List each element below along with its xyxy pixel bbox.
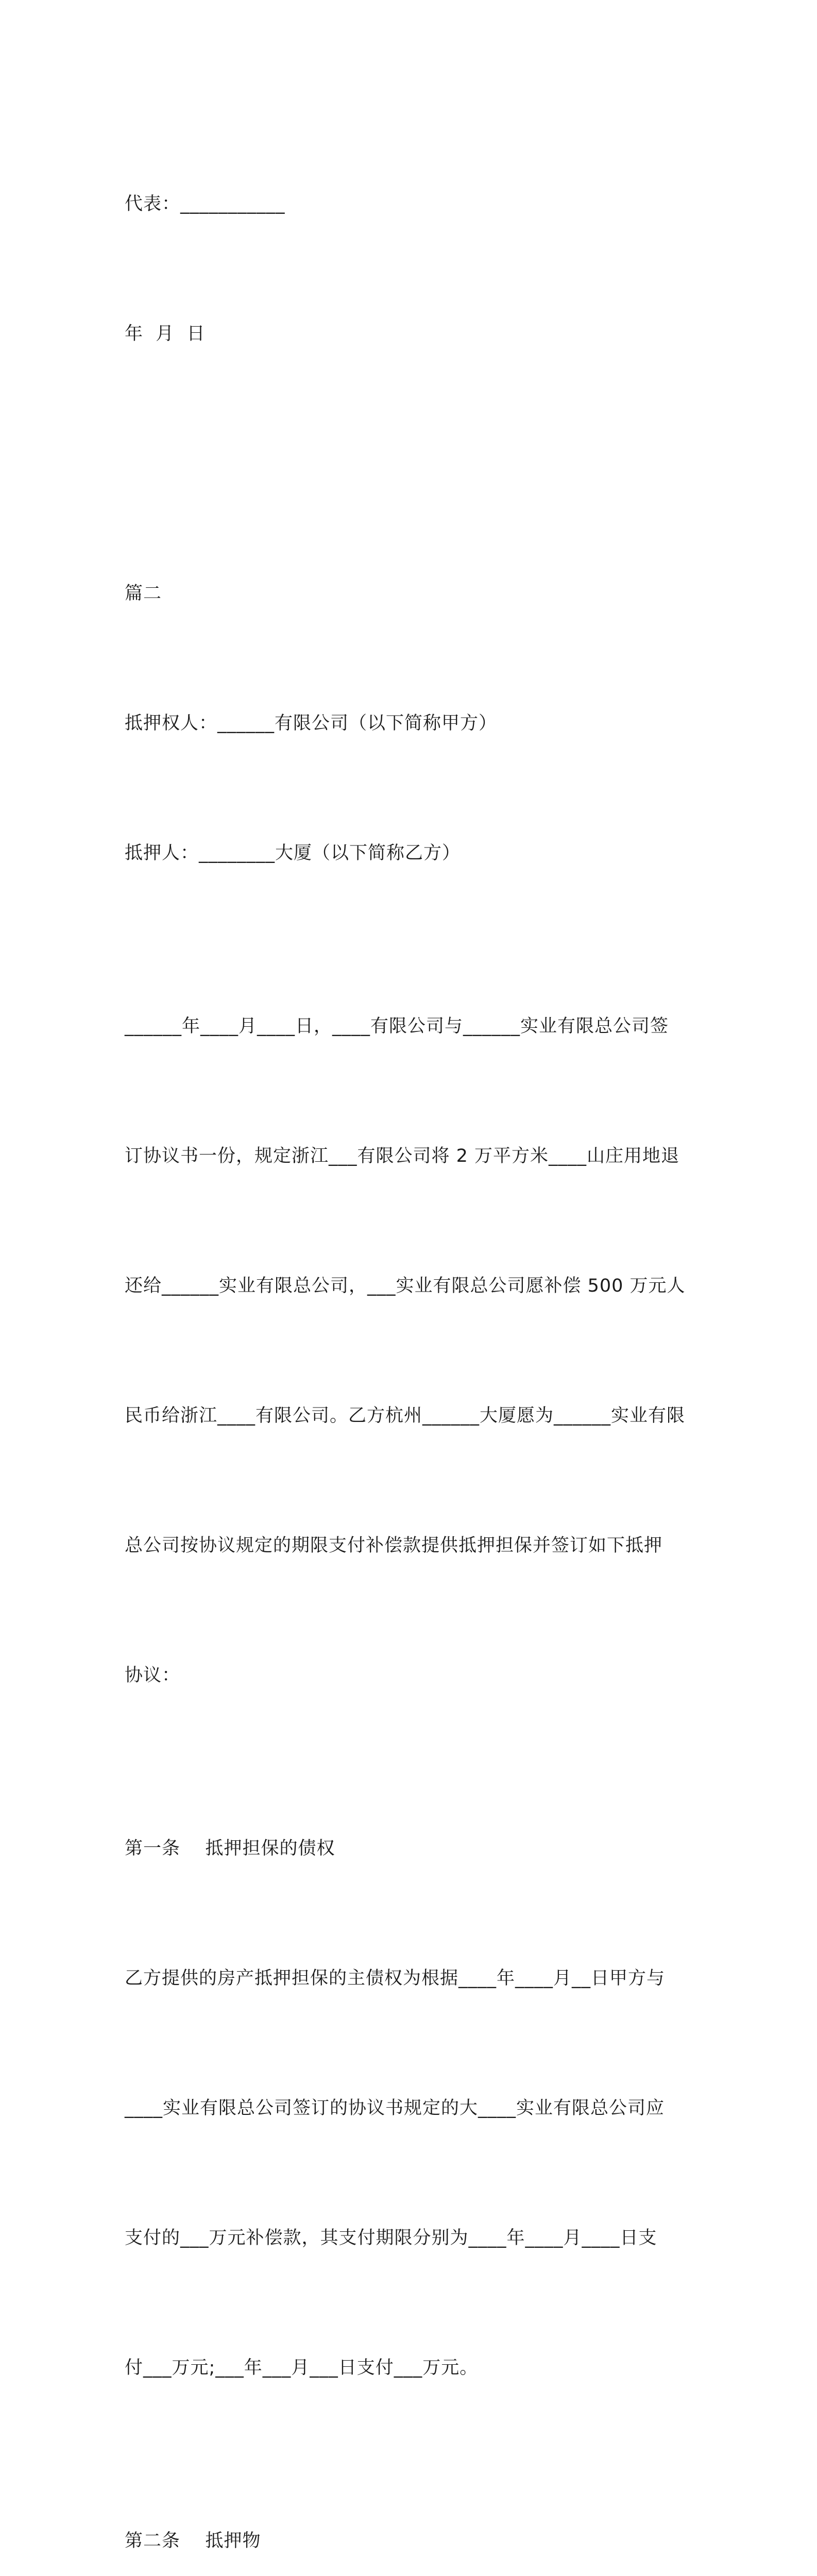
article-heading: 第二条 抵押物: [125, 2531, 261, 2551]
date-line: 年 月 日: [125, 324, 206, 344]
preamble-line: 协议：: [125, 1665, 181, 1686]
article-line: 乙方提供的房产抵押担保的主债权为根据____年____月__日甲方与: [125, 1968, 666, 1989]
document-body: [125, 96, 702, 2576]
preamble-line: 民币给浙江____有限公司。乙方杭州______大厦愿为______实业有限: [125, 1405, 686, 1426]
preamble-line: 订协议书一份，规定浙江___有限公司将 2 万平方米____山庄用地退: [125, 1146, 680, 1166]
preamble-line: ______年____月____日，____有限公司与______实业有限总公司签: [125, 1016, 669, 1037]
preamble-line: 总公司按协议规定的期限支付补偿款提供抵押担保并签订如下抵押: [125, 1535, 663, 1556]
representative-line: 代表：___________: [125, 194, 285, 214]
section-title: 篇二: [125, 583, 162, 604]
article-line: 支付的___万元补偿款，其支付期限分别为____年____月____日支: [125, 2228, 657, 2248]
mortgagee-line: 抵押权人：______有限公司（以下简称甲方）: [125, 713, 498, 734]
article-line: ____实业有限总公司签订的协议书规定的大____实业有限总公司应: [125, 2098, 665, 2119]
article-line: 付___万元;___年___月___日支付___万元。: [125, 2358, 479, 2378]
blank-spacer: [125, 442, 702, 485]
preamble-line: 还给______实业有限总公司，___实业有限总公司愿补偿 500 万元人: [125, 1276, 686, 1296]
mortgagor-line: 抵押人：________大厦（以下简称乙方）: [125, 843, 461, 863]
article-heading: 第一条 抵押担保的债权: [125, 1838, 335, 1859]
